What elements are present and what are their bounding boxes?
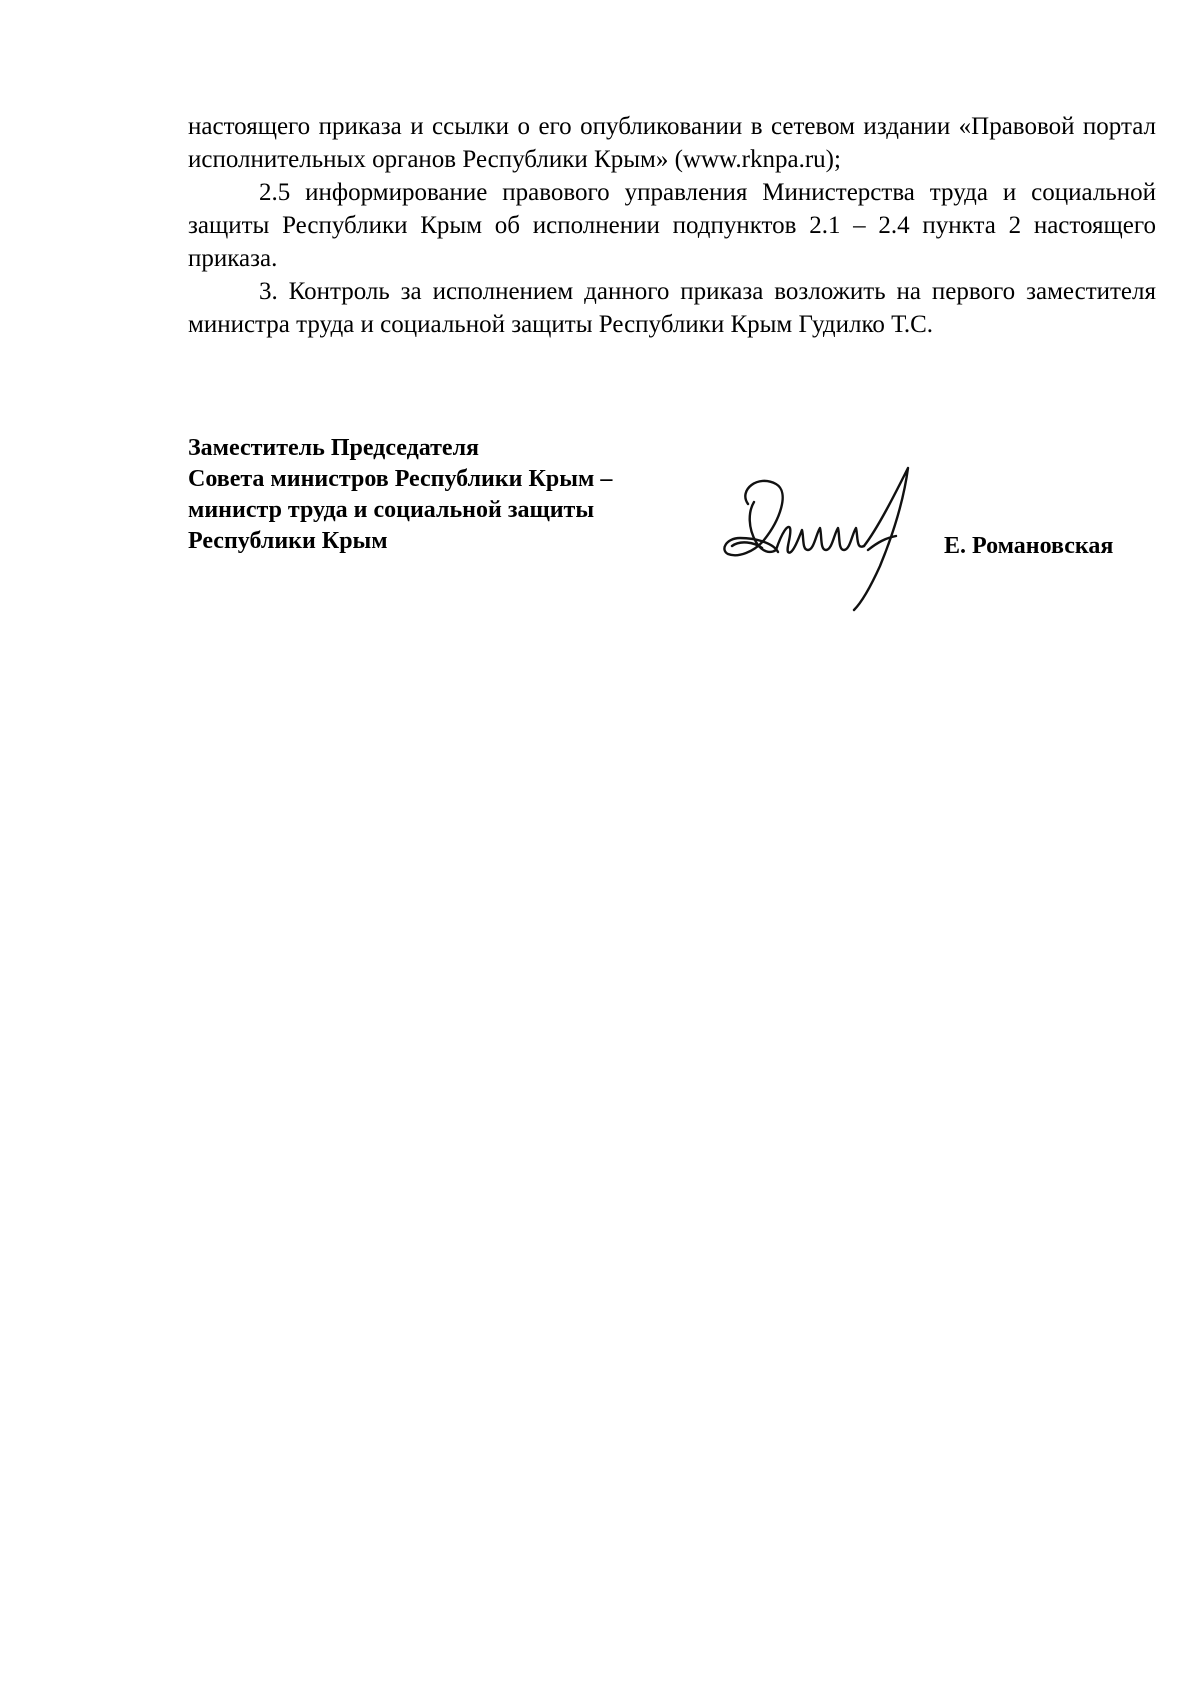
signatory-position-line: Совета министров Республики Крым – [188, 466, 613, 492]
paragraph-item-2-5: 2.5 информирование правового управления Министерства труда и социальной защиты Республики Крым об исполнении подпунктов 2.1 – 2.4 пункта 2 настоящего приказа. [188, 179, 1156, 272]
signatory-position-line: Республики Крым [188, 528, 388, 554]
handwritten-signature [718, 462, 938, 612]
paragraph-item-3: 3. Контроль за исполнением данного приказа возложить на первого заместителя министра труда и социальной защиты Республики Крым Гудилко Т.С. [188, 278, 1156, 338]
signatory-name: Е. Романовская [944, 533, 1114, 559]
paragraph-continuation: настоящего приказа и ссылки о его опубликовании в сетевом издании «Правовой портал исполнительных органов Республики Крым» (www.rknpa.ru); [188, 113, 1156, 173]
document-body [188, 110, 1156, 341]
signatory-position [188, 433, 708, 557]
signatory-position-line: Заместитель Председателя [188, 435, 480, 461]
signatory-position-line: министр труда и социальной защиты [188, 497, 595, 523]
